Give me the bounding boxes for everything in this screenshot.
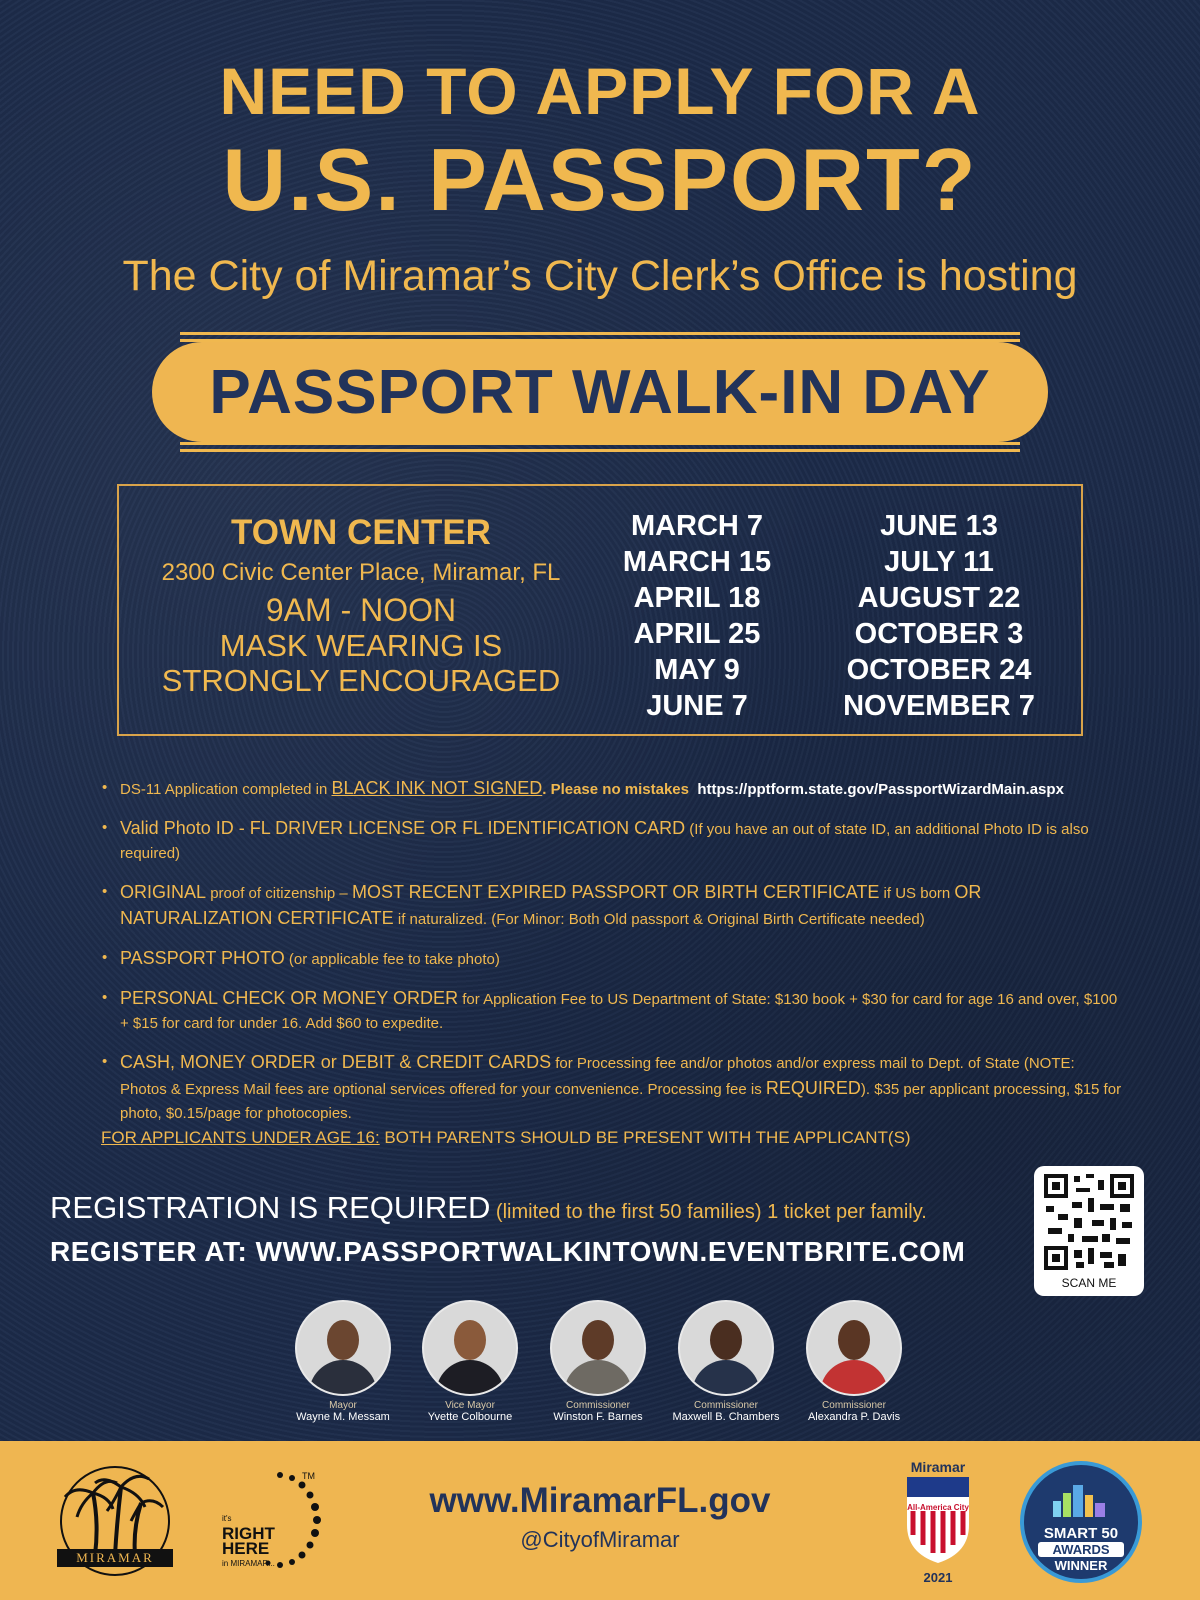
- req-text: if US born: [879, 885, 955, 902]
- req-emphasis: BLACK INK NOT SIGNED: [331, 778, 543, 798]
- mask-note-2: STRONGLY ENCOURAGED: [161, 663, 561, 699]
- date-item: AUGUST 22: [857, 582, 1021, 614]
- req-emphasis: OR NATURALIZATION CERTIFICATE: [120, 882, 982, 928]
- smart-50-badge: [1020, 1461, 1142, 1583]
- footer: [0, 1441, 1200, 1600]
- smart-title: SMART 50: [1043, 1525, 1119, 1542]
- rh-big: RIGHT: [222, 1524, 275, 1543]
- req-text: for Processing fee and/or photos and/or express mail to Dept. of State (NOTE: Photos & Express Mail fees are optional services offered for your convenience. Processing fee is: [120, 1055, 1075, 1098]
- dates-column-2: [819, 508, 1059, 724]
- req-text: DS-11 Application completed in: [120, 781, 332, 798]
- miramar-logo-text: MIRAMAR: [76, 1550, 154, 1565]
- registration-heading: REGISTRATION IS REQUIRED: [50, 1190, 491, 1225]
- shield-icon: [903, 1475, 973, 1565]
- register-url[interactable]: REGISTER AT: WWW.PASSPORTWALKINTOWN.EVENTBRITE.COM: [50, 1236, 966, 1267]
- hosting-text: The City of Miramar’s City Clerk’s Office is hosting: [122, 252, 1078, 300]
- official-commissioner: [543, 1300, 653, 1423]
- avatar: [806, 1300, 902, 1396]
- application-link[interactable]: https://pptform.state.gov/PassportWizardMain.aspx: [697, 781, 1064, 798]
- official-commissioner: [799, 1300, 909, 1423]
- event-time: 9AM - NOON: [265, 591, 457, 628]
- dates-column-1: [577, 508, 817, 724]
- qr-code[interactable]: [1034, 1166, 1144, 1296]
- banner-text: PASSPORT WALK-IN DAY: [209, 357, 991, 427]
- req-text: ). $35 per applicant processing, $15 for photo, $0.15/page for photocopies.: [120, 1081, 1122, 1122]
- req-text: (or applicable fee to take photo): [284, 951, 500, 968]
- social-handle[interactable]: @CityofMiramar: [520, 1527, 680, 1552]
- requirement-passport-photo: [102, 946, 1122, 972]
- rh-small: in MIRAMAR...: [222, 1559, 275, 1568]
- req-emphasis: CASH, MONEY ORDER or DEBIT & CREDIT CARDS: [120, 1052, 552, 1072]
- requirements-list: [102, 776, 1122, 1140]
- headline-line2: U.S. PASSPORT?: [222, 130, 978, 229]
- req-emphasis: Valid Photo ID - FL DRIVER LICENSE OR FL IDENTIFICATION CARD: [120, 818, 686, 838]
- mask-note-1: MASK WEARING IS: [219, 627, 503, 663]
- date-item: APRIL 25: [633, 618, 761, 650]
- requirement-photo-id: [102, 816, 1122, 866]
- headline-line1: NEED TO APPLY FOR A: [219, 54, 981, 128]
- date-item: NOVEMBER 7: [843, 690, 1035, 722]
- avatar: [678, 1300, 774, 1396]
- date-item: MARCH 7: [630, 510, 764, 542]
- date-item: JUNE 13: [880, 510, 998, 542]
- official-title: Mayor: [329, 1400, 357, 1411]
- requirement-application-fee: [102, 986, 1122, 1036]
- all-america-city-badge: [898, 1459, 978, 1589]
- banner-bottom-rule: [180, 442, 1020, 445]
- avatar: [550, 1300, 646, 1396]
- website-link[interactable]: www.MiramarFL.gov: [429, 1481, 771, 1520]
- date-item: JUNE 7: [646, 690, 748, 722]
- date-item: APRIL 18: [633, 582, 761, 614]
- minor-label: FOR APPLICANTS UNDER AGE 16:: [101, 1128, 380, 1147]
- city-skyline-icon: [1051, 1483, 1111, 1517]
- location-name: TOWN CENTER: [231, 513, 491, 552]
- date-item: MAY 9: [654, 654, 740, 686]
- rh-tm: TM: [302, 1471, 315, 1481]
- smart-winner: WINNER: [1054, 1558, 1108, 1573]
- official-name: Wayne M. Messam: [296, 1411, 390, 1423]
- avatar: [295, 1300, 391, 1396]
- req-text: (If you have an out of state ID, an additional Photo ID is also required): [120, 821, 1089, 862]
- minor-applicants-note: [101, 1128, 911, 1148]
- official-name: Alexandra P. Davis: [807, 1411, 901, 1423]
- official-title: Vice Mayor: [445, 1400, 495, 1411]
- aac-label: All-America City: [907, 1503, 969, 1512]
- requirement-ds11: [102, 776, 1122, 802]
- registration-required: [50, 1190, 927, 1226]
- req-text: for Application Fee to US Department of State: $130 book + $30 for card for age 16 and over, $100 + $15 for card for under 16. Add $60 to expedite.: [120, 991, 1118, 1032]
- smart-awards: AWARDS: [1038, 1542, 1124, 1557]
- banner-bottom-rule-2: [180, 449, 1020, 452]
- date-item: OCTOBER 3: [854, 618, 1024, 650]
- official-mayor: [288, 1300, 398, 1423]
- aac-title: Miramar: [910, 1459, 966, 1475]
- event-info-box: [117, 484, 1083, 736]
- official-name: Winston F. Barnes: [553, 1411, 643, 1423]
- official-name: Yvette Colbourne: [427, 1411, 513, 1423]
- official-title: Commissioner: [566, 1400, 630, 1411]
- req-text: . Please no mistakes: [542, 781, 689, 798]
- req-emphasis: MOST RECENT EXPIRED PASSPORT OR BIRTH CERTIFICATE: [351, 882, 880, 902]
- req-emphasis: ORIGINAL: [120, 882, 207, 902]
- date-item: OCTOBER 24: [846, 654, 1032, 686]
- req-emphasis: REQUIRED: [765, 1078, 861, 1098]
- rh-big: HERE: [222, 1539, 270, 1558]
- official-commissioner: [671, 1300, 781, 1423]
- req-text: if naturalized. (For Minor: Both Old passport & Original Birth Certificate needed): [393, 911, 925, 928]
- requirement-processing-fee: [102, 1050, 1122, 1126]
- rh-small: it's: [222, 1514, 232, 1523]
- banner: [180, 332, 1020, 452]
- minor-text: BOTH PARENTS SHOULD BE PRESENT WITH THE APPLICANT(S): [379, 1128, 911, 1147]
- registration-limit: (limited to the first 50 families) 1 ticket per family.: [490, 1201, 927, 1223]
- requirement-citizenship: [102, 880, 1122, 932]
- req-text: proof of citizenship –: [206, 885, 352, 902]
- aac-year: 2021: [923, 1570, 953, 1585]
- scan-me-label: SCAN ME: [1061, 1276, 1117, 1290]
- location-block: [141, 514, 581, 699]
- official-vice-mayor: [415, 1300, 525, 1423]
- location-address: 2300 Civic Center Place, Miramar, FL: [161, 558, 561, 586]
- banner-top-rule: [180, 332, 1020, 335]
- official-title: Commissioner: [694, 1400, 758, 1411]
- date-item: JULY 11: [884, 546, 994, 578]
- date-item: MARCH 15: [622, 546, 772, 578]
- banner-pill: [152, 342, 1048, 442]
- req-emphasis: PASSPORT PHOTO: [120, 948, 285, 968]
- avatar: [422, 1300, 518, 1396]
- qr-code-icon: [1044, 1174, 1134, 1270]
- req-emphasis: PERSONAL CHECK OR MONEY ORDER: [120, 988, 459, 1008]
- official-name: Maxwell B. Chambers: [672, 1411, 780, 1423]
- official-title: Commissioner: [822, 1400, 886, 1411]
